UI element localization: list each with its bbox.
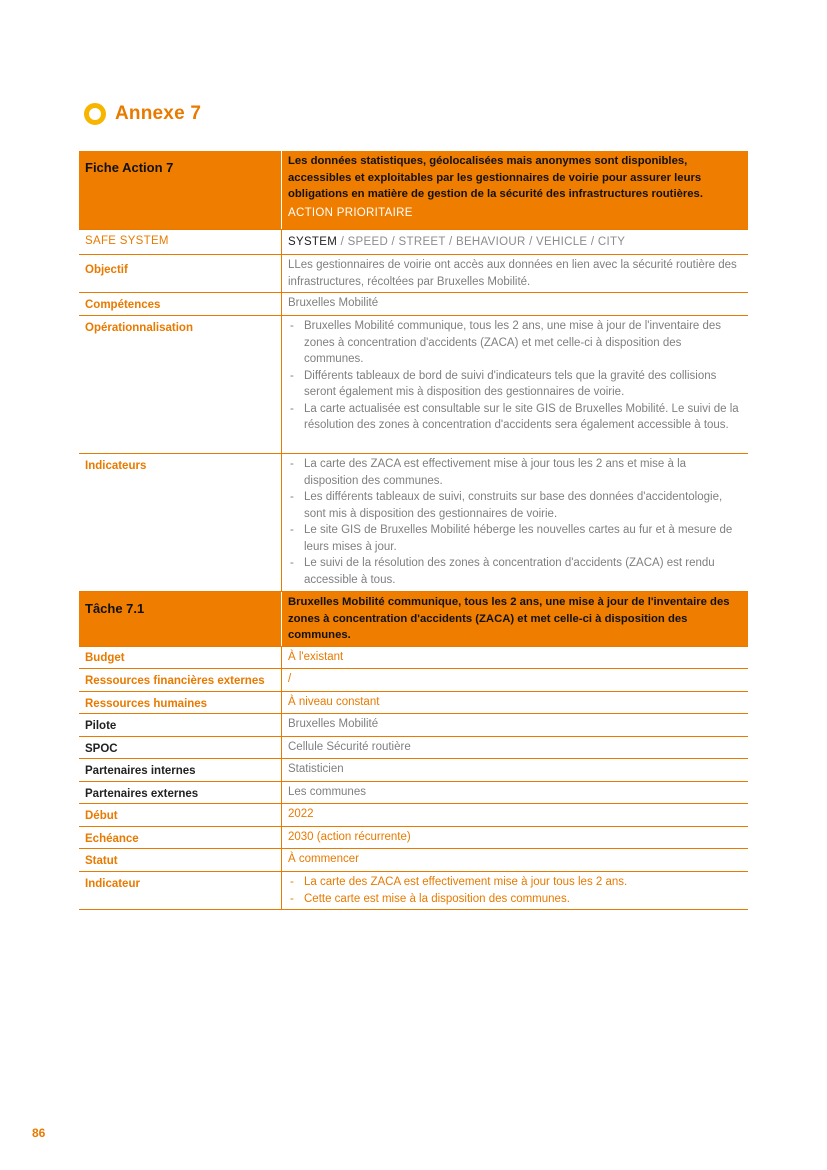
ressources-financieres-row xyxy=(79,669,748,692)
ressources-financieres-value: / xyxy=(288,673,292,685)
ressources-humaines-label: Ressources humaines xyxy=(79,692,282,713)
debut-label: Début xyxy=(79,804,282,826)
fiche-action-cell xyxy=(282,151,748,229)
safe-system-row xyxy=(79,230,748,255)
list-item: - Cette carte est mise à la disposition des communes. xyxy=(288,891,742,908)
objectif-label: Objectif xyxy=(79,255,282,292)
operationnalisation-label: Opérationnalisation xyxy=(79,316,282,453)
list-item: - Le suivi de la résolution des zones à concentration d'accidents (ZACA) est rendu accessible à tous. xyxy=(288,555,742,588)
objectif-value: LLes gestionnaires de voirie ont accès aux données en lien avec la sécurité routière des infrastructures, récoltées par Bruxelles Mobilité. xyxy=(288,259,737,288)
operationnalisation-value xyxy=(282,316,748,453)
fiche-action-text: Les données statistiques, géolocalisées mais anonymes sont disponibles, accessibles et exploitables par les gestionnaires de voirie pour assurer leurs obligations en matière de gestion de la sécurité des infrastructures routières. xyxy=(288,155,703,200)
competences-value: Bruxelles Mobilité xyxy=(288,297,379,309)
debut-row xyxy=(79,804,748,827)
partenaires-externes-value: Les communes xyxy=(288,786,366,798)
competences-label: Compétences xyxy=(79,293,282,315)
safe-system-label: SAFE SYSTEM xyxy=(79,230,282,254)
list-item: - La carte des ZACA est effectivement mise à jour tous les 2 ans et mise à la disposition des communes. xyxy=(288,456,742,489)
operationnalisation-row xyxy=(79,316,748,454)
partenaires-internes-label: Partenaires internes xyxy=(79,759,282,781)
circle-bullet-icon xyxy=(84,103,106,125)
list-item: - Le site GIS de Bruxelles Mobilité héberge les nouvelles cartes au fur et à mesure de leurs mises à jour. xyxy=(288,522,742,555)
spoc-row xyxy=(79,737,748,759)
indicateurs-row xyxy=(79,454,748,592)
debut-value: 2022 xyxy=(288,808,314,820)
tache-row xyxy=(79,592,748,647)
ressources-humaines-value: À niveau constant xyxy=(288,696,380,708)
pilote-label: Pilote xyxy=(79,714,282,736)
statut-value: À commencer xyxy=(288,853,359,865)
indicateur-row xyxy=(79,872,748,910)
page-number: 86 xyxy=(32,1126,46,1140)
safe-system-values xyxy=(282,230,748,254)
annex-heading xyxy=(84,103,201,125)
spoc-label: SPOC xyxy=(79,737,282,758)
partenaires-externes-row xyxy=(79,782,748,804)
budget-row xyxy=(79,647,748,669)
partenaires-internes-value: Statisticien xyxy=(288,763,344,775)
annex-title: Annexe 7 xyxy=(115,103,202,124)
statut-row xyxy=(79,849,748,872)
tache-label: Tâche 7.1 xyxy=(79,592,282,646)
echeance-label: Echéance xyxy=(79,827,282,848)
pilote-value: Bruxelles Mobilité xyxy=(288,718,379,730)
echeance-value: 2030 (action récurrente) xyxy=(288,831,411,843)
ressources-financieres-label: Ressources financières externes xyxy=(79,669,282,691)
statut-label: Statut xyxy=(79,849,282,871)
list-item: - La carte actualisée est consultable sur le site GIS de Bruxelles Mobilité. Le suivi de la résolution des zones à concentration d'accidents sera également accessible à tous. xyxy=(288,401,742,434)
budget-value: À l'existant xyxy=(288,651,344,663)
spoc-value: Cellule Sécurité routière xyxy=(288,741,411,753)
pilote-row xyxy=(79,714,748,737)
safe-system-rest: / SPEED / STREET / BEHAVIOUR / VEHICLE / CITY xyxy=(337,236,626,248)
fiche-action-label: Fiche Action 7 xyxy=(79,151,282,229)
ressources-humaines-row xyxy=(79,692,748,714)
indicateur-value xyxy=(282,872,748,909)
list-item: - Les différents tableaux de suivi, construits sur base des données d'accidentologie, sont mis à disposition des gestionnaires de voirie. xyxy=(288,489,742,522)
objectif-row xyxy=(79,255,748,293)
indicateurs-label: Indicateurs xyxy=(79,454,282,591)
competences-row xyxy=(79,293,748,316)
list-item: - Différents tableaux de bord de suivi d'indicateurs tels que la gravité des collisions seront également mis à disposition des gestionnaires de voirie. xyxy=(288,368,742,401)
action-sheet-table xyxy=(79,151,748,910)
partenaires-externes-label: Partenaires externes xyxy=(79,782,282,803)
tache-text: Bruxelles Mobilité communique, tous les 2 ans, une mise à jour de l'inventaire des zones à concentration d'accidents (ZACA) et met celle-ci à disposition des communes. xyxy=(288,596,730,641)
budget-label: Budget xyxy=(79,647,282,668)
partenaires-internes-row xyxy=(79,759,748,782)
safe-system-highlight: SYSTEM xyxy=(288,236,338,248)
fiche-action-row xyxy=(79,151,748,230)
list-item: - Bruxelles Mobilité communique, tous les 2 ans, une mise à jour de l'inventaire des zones à concentration d'accidents (ZACA) et met celle-ci à disposition des communes. xyxy=(288,318,742,368)
list-item: - La carte des ZACA est effectivement mise à jour tous les 2 ans. xyxy=(288,874,742,891)
indicateur-label: Indicateur xyxy=(79,872,282,909)
echeance-row xyxy=(79,827,748,849)
indicateurs-value xyxy=(282,454,748,591)
priority-tag: ACTION PRIORITAIRE xyxy=(288,206,413,219)
